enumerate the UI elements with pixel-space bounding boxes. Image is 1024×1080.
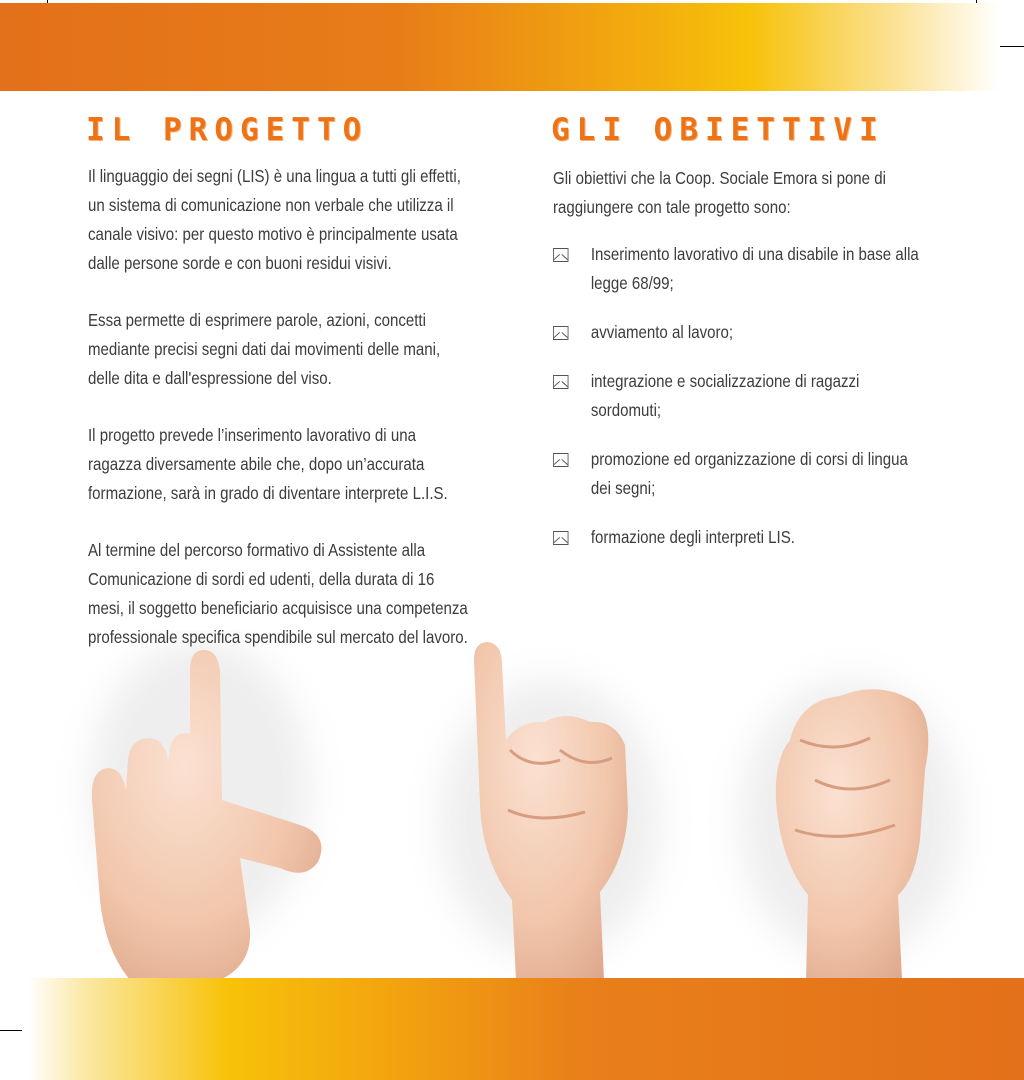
project-paragraph: Essa permette di esprimere parole, azioni, concetti mediante precisi segni dati dai movimenti delle mani, delle dita e dall'espressione del viso. bbox=[88, 310, 441, 388]
objectives-intro: Gli obiettivi che la Coop. Sociale Emora si pone di raggiungere con tale progetto sono: bbox=[553, 168, 886, 217]
top-color-band bbox=[0, 3, 1000, 91]
project-paragraph: Il progetto prevede l’inserimento lavorativo di una ragazza diversamente abile che, dopo un’accurata formazione, sarà in grado di diventare interprete L.I.S. bbox=[88, 425, 448, 503]
project-column bbox=[88, 162, 473, 680]
envelope-bullet-icon bbox=[553, 531, 568, 545]
objective-text: Inserimento lavorativo di una disabile in base alla legge 68/99; bbox=[590, 244, 919, 293]
envelope-bullet-icon bbox=[553, 248, 568, 262]
hand-fist-sign-icon bbox=[740, 680, 960, 980]
list-item bbox=[553, 240, 923, 298]
objectives-column bbox=[553, 164, 923, 572]
hand-l-sign-icon bbox=[90, 640, 321, 980]
project-paragraph: Al termine del percorso formativo di Assistente alla Comunicazione di sordi ed udenti, della durata di 16 mesi, il soggetto beneficiario acquisisce una competenza professionale specifica spendibile sul mercato del lavoro. bbox=[88, 540, 468, 647]
crop-mark bbox=[0, 1030, 22, 1031]
project-paragraph: Il linguaggio dei segni (LIS) è una lingua a tutti gli effetti, un sistema di comunicazione non verbale che utilizza il canale visivo: per questo motivo è principalmente usata dalle persone sorde e con buoni residui visivi. bbox=[88, 166, 461, 273]
bottom-color-band bbox=[28, 978, 1024, 1080]
list-item bbox=[553, 318, 923, 347]
hands-photo bbox=[0, 630, 1024, 980]
project-heading: IL PROGETTO bbox=[86, 112, 369, 148]
envelope-bullet-icon bbox=[553, 375, 568, 389]
objective-text: avviamento al lavoro; bbox=[590, 322, 734, 342]
envelope-bullet-icon bbox=[553, 453, 568, 467]
list-item bbox=[553, 367, 923, 425]
hand-i-sign-icon bbox=[440, 642, 660, 980]
objectives-list bbox=[553, 240, 923, 552]
objectives-heading: GLI OBIETTIVI bbox=[551, 112, 885, 148]
list-item bbox=[553, 445, 923, 503]
objective-text: formazione degli interpreti LIS. bbox=[590, 527, 795, 547]
envelope-bullet-icon bbox=[553, 326, 568, 340]
objective-text: integrazione e socializzazione di ragazzi sordomuti; bbox=[590, 371, 860, 420]
crop-mark bbox=[1000, 46, 1024, 47]
list-item bbox=[553, 523, 923, 552]
objective-text: promozione ed organizzazione di corsi di lingua dei segni; bbox=[590, 449, 908, 498]
